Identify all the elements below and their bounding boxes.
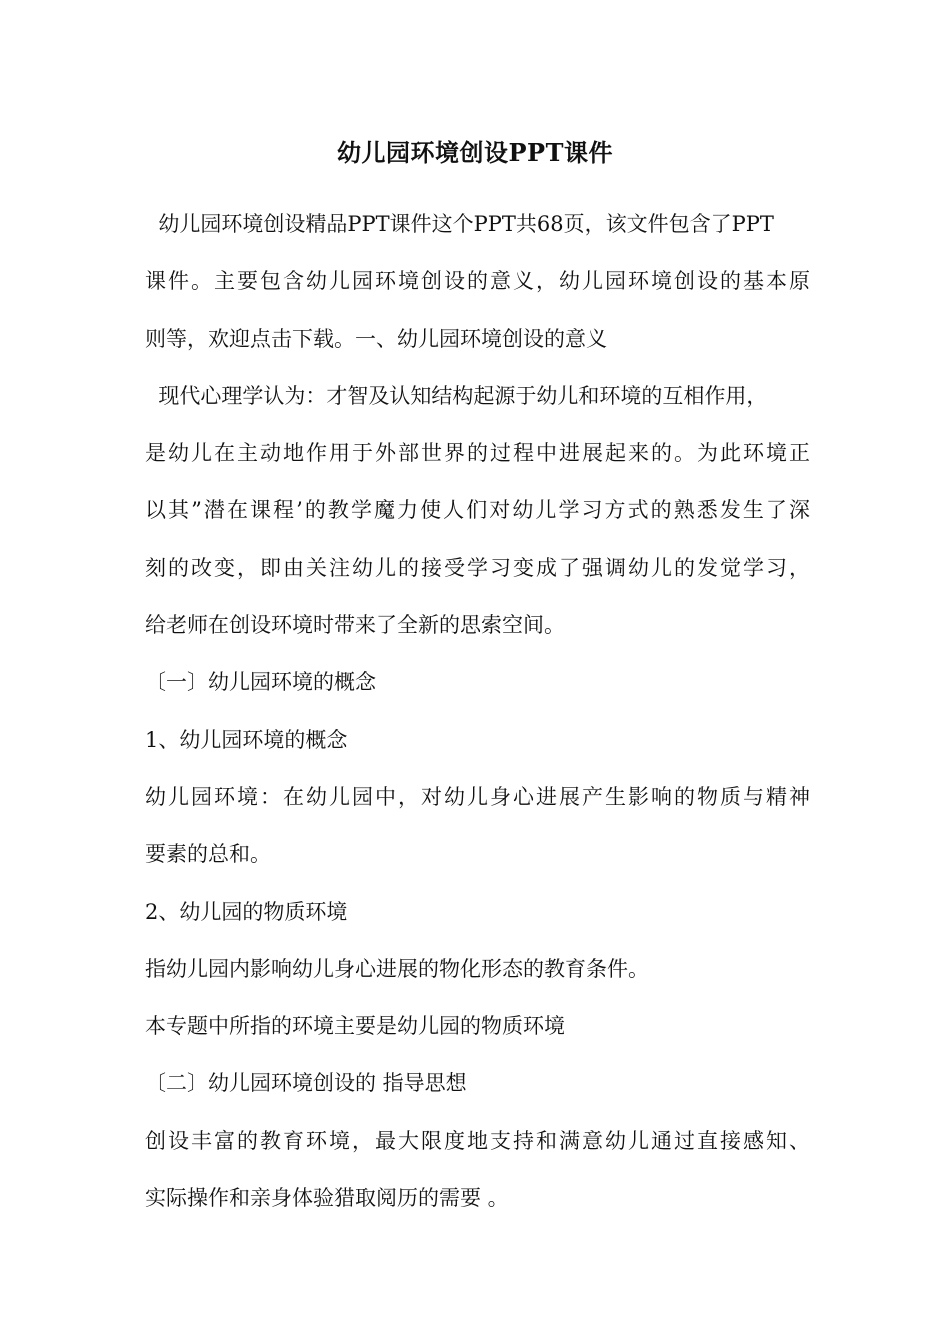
paragraph-line: 实际操作和亲身体验猎取阅历的需要 。 <box>145 1186 509 1211</box>
paragraph-line: 幼儿园环境：在幼儿园中，对幼儿身心进展产生影响的物质与精神 <box>145 784 810 809</box>
paragraph-line: 课件。主要包含幼儿园环境创设的意义，幼儿园环境创设的基本原 <box>145 269 810 294</box>
section-heading: 〔一〕幼儿园环境的概念 <box>145 670 376 695</box>
paragraph-line: 本专题中所指的环境主要是幼儿园的物质环境 <box>145 1014 565 1039</box>
subsection-heading: 1、幼儿园环境的概念 <box>145 727 348 752</box>
paragraph-line: 要素的总和。 <box>145 842 271 867</box>
paragraph-line: 现代心理学认为：才智及认知结构起源于幼儿和环境的互相作用， <box>145 383 768 408</box>
paragraph-line: 则等，欢迎点击下载。一、幼儿园环境创设的意义 <box>145 326 607 351</box>
document-body <box>145 196 810 1227</box>
paragraph-line: 创设丰富的教育环境，最大限度地支持和满意幼儿通过直接感知、 <box>145 1128 810 1153</box>
paragraph-line: 幼儿园环境创设精品PPT课件这个PPT共68页，该文件包含了PPT <box>145 212 774 236</box>
section-heading: 〔二〕幼儿园环境创设的 指导思想 <box>145 1071 467 1096</box>
paragraph-line: 指幼儿园内影响幼儿身心进展的物化形态的教育条件。 <box>145 956 649 981</box>
paragraph-line: 是幼儿在主动地作用于外部世界的过程中进展起来的。为此环境正 <box>145 441 810 466</box>
paragraph-line: 给老师在创设环境时带来了全新的思索空间。 <box>145 613 565 638</box>
paragraph-line: 刻的改变，即由关注幼儿的接受学习变成了强调幼儿的发觉学习， <box>145 555 810 580</box>
subsection-heading: 2、幼儿园的物质环境 <box>145 899 348 924</box>
paragraph-line: 以其”潜在课程’的教学魔力使人们对幼儿学习方式的熟悉发生了深 <box>145 498 810 523</box>
document-title: 幼儿园环境创设PPT课件 <box>337 138 613 167</box>
